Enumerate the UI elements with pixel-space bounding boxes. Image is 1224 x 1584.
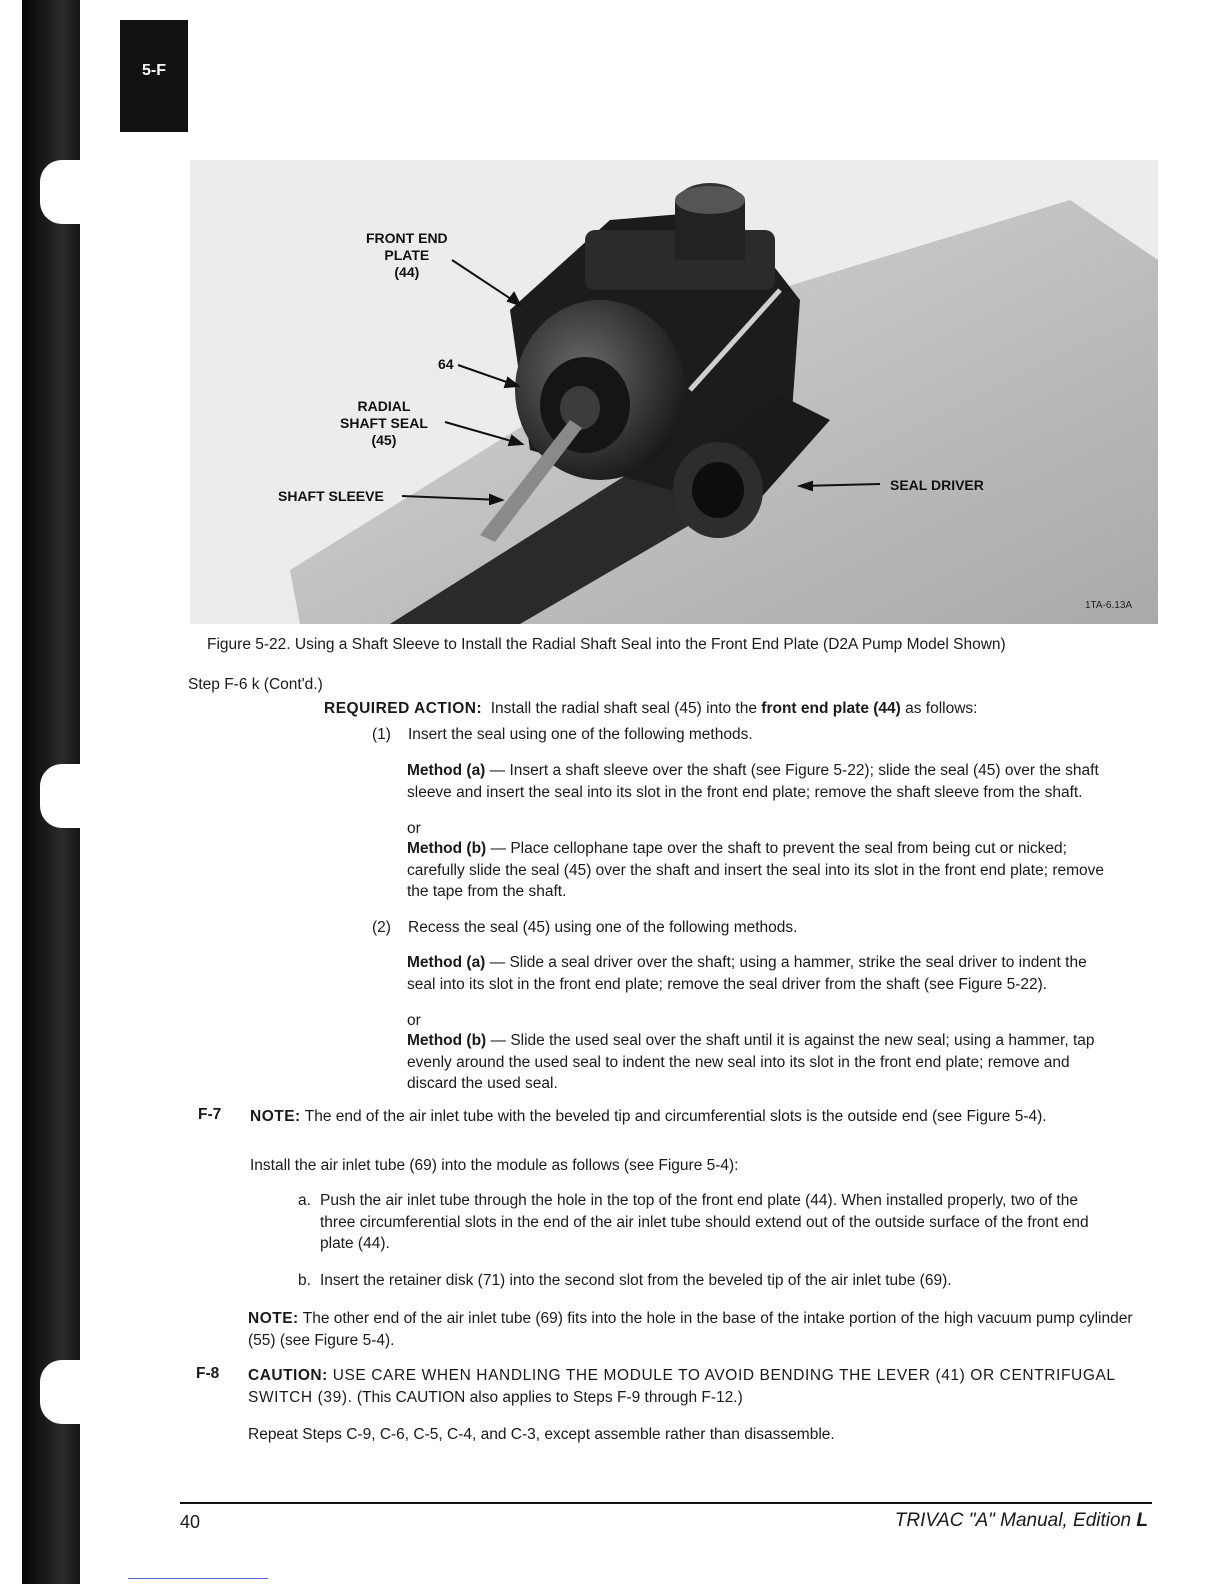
figure-id: 1TA-6.13A <box>1085 600 1133 611</box>
callout-radial-shaft-seal: RADIAL SHAFT SEAL (45) <box>340 398 428 448</box>
note-label: NOTE: <box>248 1310 299 1327</box>
method-text: — Place cellophane tape over the shaft to prevent the seal from being cut or nicked; carefully slide the seal (45) over the shaft and insert the seal into its slot in the front end plate; remove the tape from the shaft. <box>407 840 1105 900</box>
note-text: The end of the air inlet tube with the beveled tip and circumferential slots is the outside end (see Figure 5-4). <box>300 1108 1047 1125</box>
required-action-tail: as follows: <box>900 700 978 717</box>
manual-title <box>895 1510 1148 1532</box>
figure-caption: Figure 5-22. Using a Shaft Sleeve to Install the Radial Shaft Seal into the Front End Plate (D2A Pump Model Shown) <box>207 636 1006 653</box>
method-label: Method (a) <box>407 762 486 779</box>
method-text: — Insert a shaft sleeve over the shaft (see Figure 5-22); slide the seal (45) over the shaft sleeve and insert the seal into its slot in the front end plate; remove the shaft sleeve from the shaft. <box>407 762 1099 801</box>
method-label: Method (a) <box>407 954 486 971</box>
substep-a-label: a. <box>298 1192 311 1209</box>
item-1-method-a <box>407 760 1111 803</box>
required-action <box>324 698 977 720</box>
punch-hole <box>40 1360 80 1424</box>
item-2-method-a <box>407 952 1111 995</box>
required-action-text: Install the radial shaft seal (45) into the <box>490 700 762 717</box>
step-f7-note-2 <box>248 1308 1156 1351</box>
step-f8-caution <box>248 1365 1154 1408</box>
method-label: Method (b) <box>407 840 487 857</box>
callout-front-end-plate: FRONT END PLATE (44) <box>366 230 448 280</box>
step-header: Step F-6 k (Cont'd.) <box>188 676 323 693</box>
manual-edition: L <box>1136 1510 1148 1531</box>
item-2-method-b <box>407 1030 1111 1095</box>
item-2-number: (2) <box>372 919 391 936</box>
caution-tail: (This CAUTION also applies to Steps F-9 through F-12.) <box>352 1388 743 1406</box>
footer-rule <box>180 1502 1152 1504</box>
substep-b-text: Insert the retainer disk (71) into the second slot from the beveled tip of the air inlet tube (69). <box>320 1272 952 1289</box>
punch-hole <box>40 764 80 828</box>
item-1-number: (1) <box>372 726 391 743</box>
callout-seal-driver: SEAL DRIVER <box>890 477 984 493</box>
step-f8-repeat: Repeat Steps C-9, C-6, C-5, C-4, and C-3, except assemble rather than disassemble. <box>248 1426 835 1443</box>
method-text: — Slide the used seal over the shaft until it is against the new seal; using a hammer, tap evenly around the used seal to indent the new seal into its slot in the front end plate; remove and discard the used seal. <box>407 1032 1095 1092</box>
or-separator: or <box>407 820 421 837</box>
step-f7-install: Install the air inlet tube (69) into the module as follows (see Figure 5-4): <box>250 1157 739 1174</box>
caution-text: USE CARE WHEN HANDLING THE MODULE TO AVOID BENDING THE LEVER (41) OR CENTRIFUGAL SWITCH (39). <box>248 1367 1116 1406</box>
callout-shaft-sleeve: SHAFT SLEEVE <box>278 488 384 504</box>
method-label: Method (b) <box>407 1032 487 1049</box>
page-number: 40 <box>180 1512 201 1532</box>
method-text: — Slide a seal driver over the shaft; using a hammer, strike the seal driver to indent the seal into its slot in the front end plate; remove the seal driver from the shaft (see Figure 5-22). <box>407 954 1087 993</box>
pump-photo-illustration <box>190 160 1158 624</box>
substep-a-text: Push the air inlet tube through the hole in the top of the front end plate (44). When installed properly, two of the three circumferential slots in the end of the air inlet tube should extend out of the outside surface of the front end plate (44). <box>320 1192 1089 1252</box>
required-action-bold: front end plate (44) <box>761 700 901 717</box>
required-action-label: REQUIRED ACTION: <box>324 700 483 717</box>
item-2-text: Recess the seal (45) using one of the following methods. <box>408 919 798 936</box>
punch-hole <box>40 160 80 224</box>
section-tab-label: 5-F <box>142 62 166 79</box>
item-1-method-b <box>407 838 1111 903</box>
substep-b-label: b. <box>298 1272 311 1289</box>
or-separator: or <box>407 1012 421 1029</box>
note-label: NOTE: <box>250 1108 301 1125</box>
step-f8-number: F-8 <box>196 1365 220 1382</box>
caution-label: CAUTION: <box>248 1367 328 1384</box>
callout-part-64: 64 <box>438 356 454 372</box>
note-text: The other end of the air inlet tube (69) fits into the hole in the base of the intake portion of the high vacuum pump cylinder (55) (see Figure 5-4). <box>248 1310 1133 1349</box>
item-1-text: Insert the seal using one of the following methods. <box>408 726 753 743</box>
manual-title-text: TRIVAC "A" Manual, Edition <box>894 1510 1137 1531</box>
section-tab <box>120 20 188 132</box>
scan-artifact-line <box>128 1578 268 1579</box>
step-f7-number: F-7 <box>198 1106 222 1123</box>
figure-photo <box>190 160 1158 624</box>
step-f7-note <box>250 1106 1154 1128</box>
